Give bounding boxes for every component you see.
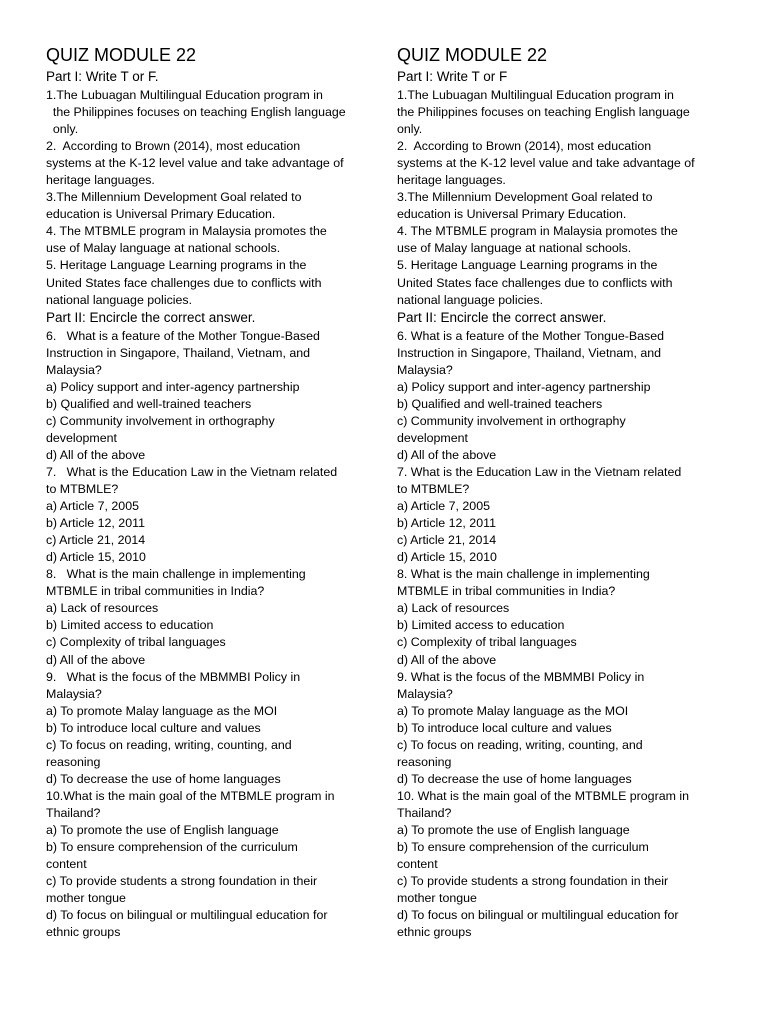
answer-choice: b) To introduce local culture and values — [397, 720, 612, 735]
quiz-column-right — [397, 43, 733, 941]
item-text: MTBMLE in tribal communities in India? — [397, 584, 616, 599]
item-text: the Philippines focuses on teaching English language — [46, 105, 346, 120]
item-text: use of Malay language at national schools. — [46, 241, 281, 256]
statement-item — [397, 87, 733, 138]
answer-choice: a) Policy support and inter-agency partnership — [46, 379, 300, 394]
item-text: United States face challenges due to conflicts with — [397, 275, 673, 290]
answer-choice: b) Article 12, 2011 — [46, 516, 145, 531]
item-text: Instruction in Singapore, Thailand, Vietnam, and — [46, 345, 311, 360]
item-text: systems at the K-12 level value and take advantage of — [397, 156, 695, 171]
question-item — [46, 566, 382, 668]
item-text: Malaysia? — [46, 362, 102, 377]
answer-choice: c) To focus on reading, writing, counting, and — [46, 737, 292, 752]
answer-choice: b) Article 12, 2011 — [397, 516, 496, 531]
answer-choice: a) To promote the use of English language — [46, 822, 279, 837]
item-text: 5. Heritage Language Learning programs in the — [46, 258, 307, 273]
item-text: development — [46, 430, 117, 445]
item-text: education is Universal Primary Education. — [397, 207, 627, 222]
part2-items — [397, 328, 733, 942]
quiz-title: QUIZ MODULE 22 — [46, 45, 197, 65]
answer-choice: a) To promote Malay language as the MOI — [397, 703, 629, 718]
item-text: 9. What is the focus of the MBMMBI Policy in — [397, 669, 645, 684]
answer-choice: d) All of the above — [397, 652, 497, 667]
statement-item — [397, 189, 733, 223]
question-item — [397, 788, 733, 941]
item-text: 1.The Lubuagan Multilingual Education program in — [46, 88, 323, 102]
item-text: to MTBMLE? — [46, 482, 119, 497]
answer-choice: c) Article 21, 2014 — [46, 533, 146, 548]
answer-choice: a) Lack of resources — [397, 601, 510, 616]
item-text: ethnic groups — [46, 925, 121, 940]
answer-choice: c) Community involvement in orthography — [46, 413, 275, 428]
statement-item — [397, 257, 733, 308]
answer-choice: a) To promote Malay language as the MOI — [46, 703, 278, 718]
item-text: mother tongue — [46, 891, 126, 906]
question-item — [397, 328, 733, 464]
item-text: United States face challenges due to conflicts with — [46, 275, 322, 290]
item-text: systems at the K-12 level value and take advantage of — [46, 156, 344, 171]
statement-item — [46, 87, 382, 138]
item-text: Malaysia? — [397, 686, 453, 701]
item-text: 4. The MTBMLE program in Malaysia promotes the — [46, 224, 327, 239]
quiz-title: QUIZ MODULE 22 — [397, 45, 548, 65]
answer-choice: a) To promote the use of English language — [397, 822, 630, 837]
item-text: development — [397, 430, 468, 445]
answer-choice: b) To ensure comprehension of the curriculum — [46, 840, 298, 855]
question-item — [46, 788, 382, 941]
answer-choice: d) All of the above — [46, 447, 146, 462]
answer-choice: b) To introduce local culture and values — [46, 720, 261, 735]
statement-item — [46, 257, 382, 308]
item-text: 7. What is the Education Law in the Vietnam related — [397, 464, 682, 479]
item-text: heritage languages. — [46, 173, 155, 188]
answer-choice: b) Limited access to education — [46, 618, 214, 633]
part1-heading: Part I: Write T or F. — [46, 69, 159, 84]
item-text: heritage languages. — [397, 173, 506, 188]
answer-choice: c) To focus on reading, writing, counting, and — [397, 737, 643, 752]
item-text: mother tongue — [397, 891, 477, 906]
item-text: national language policies. — [46, 292, 193, 307]
question-item — [46, 328, 382, 464]
item-text: 8. What is the main challenge in implementing — [397, 567, 650, 582]
statement-item — [397, 138, 733, 189]
item-text: to MTBMLE? — [397, 482, 470, 497]
item-text: 9. What is the focus of the MBMMBI Policy in — [46, 669, 301, 684]
answer-choice: b) Qualified and well-trained teachers — [46, 396, 252, 411]
answer-choice: b) To ensure comprehension of the curriculum — [397, 840, 649, 855]
answer-choice: c) To provide students a strong foundation in their — [397, 874, 669, 889]
part1-items — [397, 87, 733, 309]
item-text: ethnic groups — [397, 925, 472, 940]
part1-heading: Part I: Write T or F — [397, 69, 508, 84]
item-text: 5. Heritage Language Learning programs in the — [397, 258, 658, 273]
part2-heading: Part II: Encircle the correct answer. — [46, 309, 256, 325]
item-text: only. — [46, 122, 79, 137]
item-text: 10. What is the main goal of the MTBMLE program in — [397, 788, 689, 803]
statement-item — [46, 138, 382, 189]
answer-choice: a) Article 7, 2005 — [397, 499, 490, 514]
item-text: 3.The Millennium Development Goal related to — [46, 190, 302, 205]
item-text: content — [397, 857, 438, 872]
item-text: reasoning — [397, 754, 452, 769]
item-text: the Philippines focuses on teaching English language — [397, 105, 690, 120]
item-text: use of Malay language at national schools. — [397, 241, 632, 256]
part2-items — [46, 328, 382, 942]
part1-items — [46, 87, 382, 309]
item-text: Thailand? — [397, 805, 452, 820]
answer-choice: d) Article 15, 2010 — [46, 550, 146, 565]
question-item — [397, 464, 733, 566]
item-text: national language policies. — [397, 292, 544, 307]
item-text: 10.What is the main goal of the MTBMLE program in — [46, 788, 335, 803]
item-text: 8. What is the main challenge in implementing — [46, 567, 306, 582]
question-item — [397, 566, 733, 668]
answer-choice: c) To provide students a strong foundation in their — [46, 874, 318, 889]
answer-choice: c) Complexity of tribal languages — [397, 635, 577, 650]
answer-choice: d) To decrease the use of home languages — [397, 771, 632, 786]
part2-heading: Part II: Encircle the correct answer. — [397, 309, 607, 325]
quiz-column-left — [46, 43, 382, 941]
answer-choice: c) Complexity of tribal languages — [46, 635, 226, 650]
item-text: only. — [397, 122, 423, 137]
answer-choice: d) To decrease the use of home languages — [46, 771, 281, 786]
question-item — [46, 669, 382, 788]
item-text: 3.The Millennium Development Goal related to — [397, 190, 653, 205]
item-text: 4. The MTBMLE program in Malaysia promotes the — [397, 224, 678, 239]
answer-choice: d) Article 15, 2010 — [397, 550, 497, 565]
item-text: MTBMLE in tribal communities in India? — [46, 584, 265, 599]
item-text: Thailand? — [46, 805, 101, 820]
answer-choice: a) Lack of resources — [46, 601, 159, 616]
answer-choice: d) All of the above — [397, 447, 497, 462]
answer-choice: d) All of the above — [46, 652, 146, 667]
item-text: Malaysia? — [397, 362, 453, 377]
item-text: 2. According to Brown (2014), most education — [397, 139, 652, 154]
item-text: 6. What is a feature of the Mother Tongue-Based — [46, 328, 320, 343]
question-item — [46, 464, 382, 566]
answer-choice: d) To focus on bilingual or multilingual education for — [397, 908, 679, 923]
answer-choice: a) Policy support and inter-agency partnership — [397, 379, 651, 394]
item-text: 7. What is the Education Law in the Vietnam related — [46, 464, 338, 479]
statement-item — [46, 189, 382, 223]
item-text: reasoning — [46, 754, 101, 769]
item-text: 2. According to Brown (2014), most education — [46, 139, 301, 154]
answer-choice: c) Article 21, 2014 — [397, 533, 497, 548]
question-item — [397, 669, 733, 788]
answer-choice: b) Qualified and well-trained teachers — [397, 396, 603, 411]
item-text: content — [46, 857, 87, 872]
statement-item — [397, 223, 733, 257]
answer-choice: c) Community involvement in orthography — [397, 413, 626, 428]
answer-choice: a) Article 7, 2005 — [46, 499, 139, 514]
item-text: Malaysia? — [46, 686, 102, 701]
item-text: 6. What is a feature of the Mother Tongue-Based — [397, 328, 665, 343]
answer-choice: b) Limited access to education — [397, 618, 565, 633]
item-text: education is Universal Primary Education. — [46, 207, 276, 222]
answer-choice: d) To focus on bilingual or multilingual education for — [46, 908, 328, 923]
item-text: 1.The Lubuagan Multilingual Education program in — [397, 88, 674, 102]
statement-item — [46, 223, 382, 257]
item-text: Instruction in Singapore, Thailand, Vietnam, and — [397, 345, 662, 360]
